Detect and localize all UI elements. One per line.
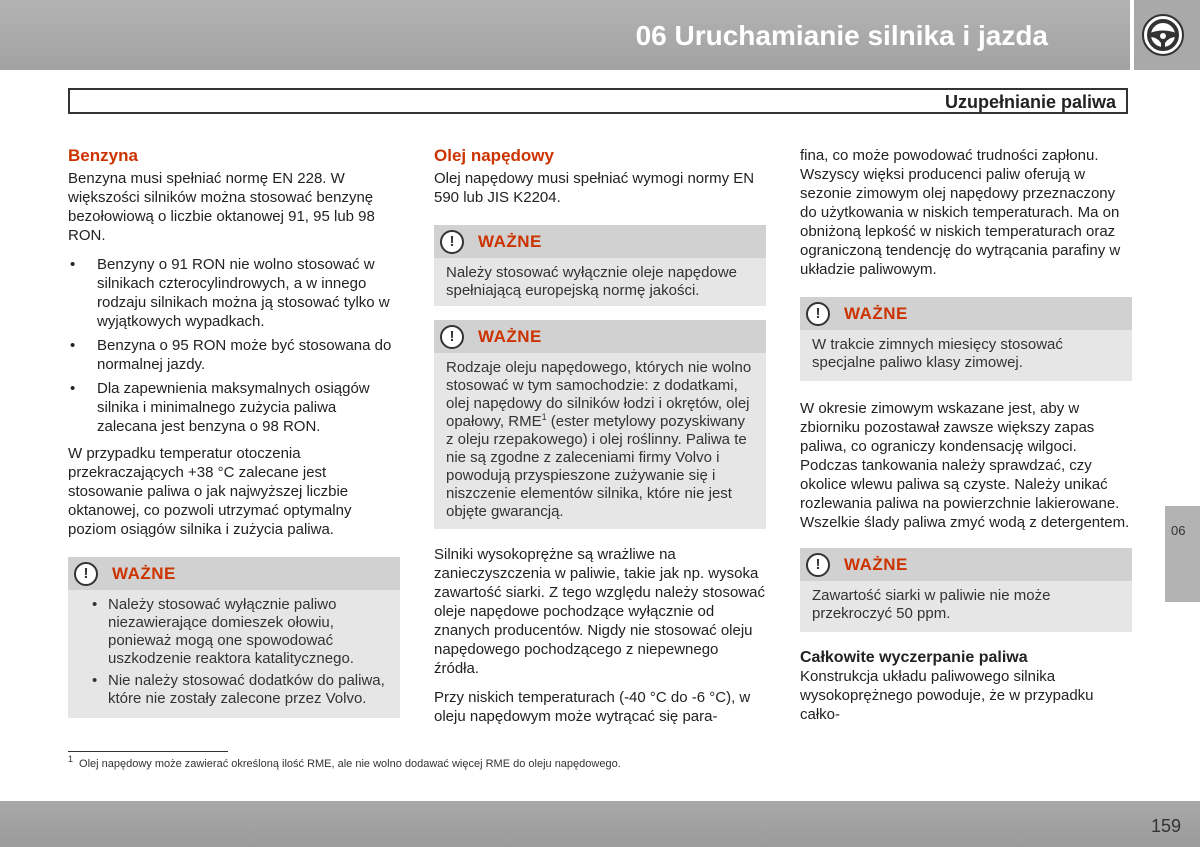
warning-title: WAŻNE <box>844 304 908 323</box>
footnote-rule <box>68 751 228 752</box>
paragraph: W okresie zimowym wskazane jest, aby w zbiorniku pozostawał zawsze większy zapas paliwa, co ograniczy kondensację wilgoci. Podczas tankowania należy sprawdzać, czy okolice wlewu paliwa są czyste. Należy unikać rozlewania paliwa na powierzchnie lakierowane. Wszelkie ślady paliwa zmyć wodą z detergentem. <box>800 400 1130 531</box>
heading-benzyna: Benzyna <box>68 146 138 165</box>
warning-body: Zawartość siarki w paliwie nie może przekroczyć 50 ppm. <box>812 587 1051 622</box>
warning-header <box>800 548 1132 581</box>
section-title-frame <box>68 88 1128 114</box>
warning-header <box>434 225 766 258</box>
exclamation-icon: ! <box>440 230 464 254</box>
exclamation-icon: ! <box>806 302 830 326</box>
warning-text: (ester metylowy pozyskiwany z oleju rzepakowego) i olej roślinny. Paliwa te nie są zgodne z zaleceniami firmy Volvo i powodują przyspieszone zużywanie się i niszczenie elementów silnika, które nie jest objęte gwarancją. <box>446 413 747 520</box>
warning-box <box>434 225 766 306</box>
steering-wheel-icon <box>1141 13 1185 57</box>
warning-bullet-list <box>80 596 388 708</box>
paragraph: Przy niskich temperaturach (-40 °C do -6 °C), w oleju napędowym może wytrącać się para- <box>434 689 751 725</box>
warning-header <box>434 320 766 353</box>
paragraph: Olej napędowy musi spełniać wymogi normy EN 590 lub JIS K2204. <box>434 170 755 206</box>
heading-olej-napedowy: Olej napędowy <box>434 146 554 165</box>
footnote <box>68 754 621 770</box>
subheading: Całkowite wyczerpanie paliwa <box>800 649 1028 666</box>
exclamation-icon: ! <box>440 325 464 349</box>
paragraph: W przypadku temperatur otoczenia przekraczających +38 °C zalecane jest stosowanie paliwa o jak najwyższej liczbie oktanowej, co pozwoli utrzymać optymalny poziom osiągów silnika i zużycia paliwa. <box>68 445 352 538</box>
exclamation-icon: ! <box>806 553 830 577</box>
footnote-text: Olej napędowy może zawierać określoną ilość RME, ale nie wolno dodawać więcej RME do oleju napędowego. <box>79 758 621 770</box>
warning-box <box>68 557 400 718</box>
warning-header <box>800 297 1132 330</box>
paragraph: Konstrukcja układu paliwowego silnika wysokoprężnego powoduje, że w przypadku całko- <box>800 668 1094 723</box>
warning-title: WAŻNE <box>112 564 176 583</box>
column-1 <box>68 146 400 732</box>
chapter-side-tab <box>1165 506 1200 602</box>
warning-box <box>800 548 1132 632</box>
warning-title: WAŻNE <box>478 232 542 251</box>
list-item: • Nie należy stosować dodatków do paliwa, które nie zostały zalecone przez Volvo. <box>80 672 388 708</box>
footnote-mark: 1 <box>68 754 74 765</box>
warning-body <box>434 353 766 529</box>
warning-body: W trakcie zimnych miesięcy stosować specjalne paliwo klasy zimowej. <box>812 336 1063 371</box>
footer-bar <box>0 801 1200 847</box>
side-tab-label: 06 <box>1171 523 1186 538</box>
section-title: Uzupełnianie paliwa <box>944 92 1116 112</box>
warning-box <box>800 297 1132 381</box>
paragraph: Benzyna musi spełniać normę EN 228. W większości silników można stosować benzynę bezołowiową o liczbie oktanowej 91, 95 lub 98 RON. <box>68 170 375 244</box>
chapter-header-bar <box>0 0 1130 70</box>
bullet-list <box>68 255 400 436</box>
footnote-ref: 1 <box>541 412 547 422</box>
list-item: • Benzyny o 91 RON nie wolno stosować w silnikach czterocylindrowych, a w innego rodzaju silnikach można ją stosować tylko w wyjątkowych wypadkach. <box>68 255 400 331</box>
warning-text: Rodzaje oleju napędowego, których nie wolno stosować w tym samochodzie: z dodatkami, olej napędowy do silników łodzi i okrętów, olej opałowy, RME <box>446 359 752 430</box>
warning-body <box>68 590 400 718</box>
list-item: • Należy stosować wyłącznie paliwo niezawierające domieszek ołowiu, ponieważ mogą one spowodować uszkodzenie reaktora katalitycznego. <box>80 596 388 668</box>
paragraph: Silniki wysokoprężne są wrażliwe na zanieczyszczenia w paliwie, takie jak np. wysoka zawartość siarki. Z tego względu należy stosować oleje napędowe pochodzące wyłącznie od znanych producentów. Nigdy nie stosować oleju napędowego pochodzącego z niepewnego źródła. <box>434 546 765 677</box>
warning-title: WAŻNE <box>478 327 542 346</box>
exclamation-icon: ! <box>74 562 98 586</box>
warning-box <box>434 320 766 529</box>
warning-body: Należy stosować wyłącznie oleje napędowe spełniającą europejską normę jakości. <box>446 264 737 299</box>
warning-title: WAŻNE <box>844 555 908 574</box>
warning-header <box>68 557 400 590</box>
paragraph: fina, co może powodować trudności zapłonu. Wszyscy więksi producenci paliw oferują w sezonie zimowym olej napędowy przeznaczony do użytkowania w niskich temperaturach. Ma on obniżoną lepkość w niskich temperaturach oraz ograniczoną tendencję do wytrącania parafiny w układzie paliwowym. <box>800 147 1121 278</box>
list-item: • Dla zapewnienia maksymalnych osiągów silnika i minimalnego zużycia paliwa zalecana jest benzyna o 98 RON. <box>68 379 400 436</box>
page-number: 159 <box>1150 816 1181 836</box>
column-3 <box>800 146 1132 734</box>
list-item: • Benzyna o 95 RON może być stosowana do normalnej jazdy. <box>68 336 400 374</box>
chapter-title: 06 Uruchamianie silnika i jazda <box>635 20 1048 51</box>
column-2 <box>434 146 766 736</box>
